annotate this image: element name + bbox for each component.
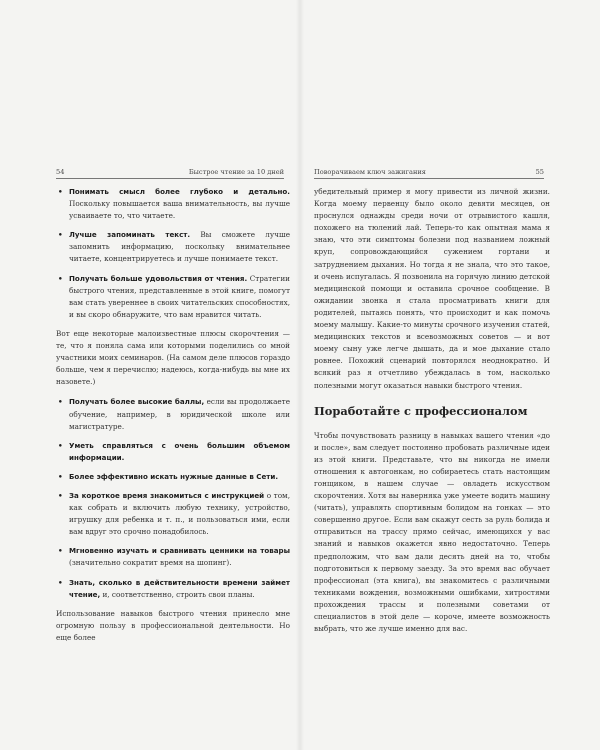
story-paragraph: убедительный пример я могу привести из личной жизни. Когда моему первенцу было около девяти месяцев, он проснулся однажды среди ночи от отрывистого кашля, похожего на тюлений лай. Теперь-то как опытная мама я знаю, что эти симптомы болезни под названием ложный круп, сопровождающийся сужением гортани и затруднением дыхания. Но тогда я не знала, что это такое, и очень испугалась. Я позвонила на горячую линию детской медицинской помощи и оставила срочное сообщение. В ожидании звонка я стала просматривать книги для родителей, пытаясь понять, что происходит и как помочь моему малышу. Какие-то минуты срочного изучения статей, медицинских текстов и всевозможных советов — и вот моему сыну уже легче дышать, да и мое дыхание стало ровнее. Похожий сценарий повторялся неоднократно. И всякий раз я отчетливо убеждалась в том, насколько полезными могут оказаться навыки быстрого чтения.: [314, 187, 550, 390]
benefits-list-bottom: [56, 396, 290, 600]
section-paragraph: Чтобы почувствовать разницу в навыках вашего чтения «до и после», вам следует постоянно пробовать различные идеи из этой книги. Представьте, что вы никогда не имели отношения к автогонкам, но собираетесь стать настоящим гонщиком, в нашем случае — овладеть искусством скорочтения. Хотя вы наверняка уже умеете водить машину (читать), управлять спортивным болидом на гонках — это совершенно другое. Если вам скажут сесть за руль болида и отправиться на трассу прямо сейчас, имеющихся у вас знаний и навыков окажется явно недостаточно. Теперь предположим, что вам дали десять дней на то, чтобы подготовиться к первому заезду. За это время вас обучает профессионал (эта книга), вы знакомитесь с различными техниками вождения, возможными ошибками, хитростями прохождения трассы и полезными советами от специалистов в этой деле — короче, имеете возможность выбрать, что же лучше именно для вас.: [314, 430, 550, 634]
closing-paragraph: Использование навыков быстрого чтения принесло мне огромную пользу в профессиональной деятельности. Но еще более: [56, 608, 290, 642]
section-heading: Поработайте с профессионалом: [314, 403, 528, 418]
right-body: [314, 186, 550, 643]
right-header-rule: [314, 178, 544, 179]
right-page: [300, 0, 600, 750]
bullet-text: Поскольку повышается ваша внимательность, вы лучше усваиваете то, что читаете.: [69, 199, 290, 221]
list-item: [56, 440, 290, 464]
bullet-bold-text: Уметь справляться с очень большим объемом информации.: [69, 440, 290, 462]
list-item: [56, 545, 290, 569]
bullet-text: Вы сможете лучше запомнить информацию, поскольку внимательнее читаете, концентрируетесь и лучше понимаете текст.: [69, 230, 290, 264]
bullet-bold-text: Более эффективно искать нужные данные в Сети.: [69, 471, 279, 481]
list-item: [56, 229, 290, 265]
bullet-bold-text: Лучше запоминать текст.: [69, 230, 191, 240]
benefits-list-top: [56, 186, 290, 321]
bullet-text: (значительно сократит время на шопинг).: [69, 558, 232, 568]
bullet-bold-text: За короткое время знакомиться с инструкцией: [69, 490, 265, 500]
bullet-bold-text: Мгновенно изучать и сравнивать ценники на товары: [69, 546, 290, 556]
bullet-bold-text: Понимать смысл более глубоко и детально.: [69, 187, 290, 196]
right-running-title: Поворачиваем ключ зажигания: [314, 168, 426, 176]
left-body: [56, 186, 290, 652]
list-item: [56, 490, 290, 538]
intro-paragraph: Вот еще некоторые малоизвестные плюсы скорочтения — те, что я поняла сама или которыми поделились со мной участники моих семинаров. (На самом деле плюсов гораздо больше, чем я перечислю; надеюсь, когда-нибудь вы мне их назовете.): [56, 328, 290, 387]
list-item: [56, 396, 290, 432]
bullet-bold-text: Получать более высокие баллы,: [69, 397, 205, 407]
left-running-title: Быстрое чтение за 10 дней: [188, 168, 284, 176]
bullet-bold-text: Знать, сколько в действительности времени займет чтение,: [69, 577, 290, 599]
bullet-text: если вы продолжаете обучение, например, в юридической школе или магистратуре.: [69, 397, 290, 431]
list-item: [56, 577, 290, 601]
bullet-text: Стратегии быстрого чтения, представленные в этой книге, помогут вам стать увереннее в своих читательских способностях, и вы скоро обнаружите, что вам нравится читать.: [69, 273, 290, 319]
left-running-head: [56, 167, 284, 179]
list-item: [56, 471, 290, 483]
left-page-number: 54: [56, 168, 65, 176]
list-item: [56, 186, 290, 222]
left-header-rule: [56, 178, 284, 179]
bullet-bold-text: Получать больше удовольствия от чтения.: [69, 273, 248, 283]
right-page-number: 55: [535, 168, 544, 176]
bullet-text: и, соответственно, строить свои планы.: [100, 589, 255, 599]
bullet-text: о том, как собрать и включить любую технику, устройство, игрушку для ребенка и т. п., и пользоваться ими, если вам вдруг это срочно понадобилось.: [69, 490, 291, 537]
right-running-head: [314, 167, 544, 179]
list-item: [56, 273, 290, 321]
